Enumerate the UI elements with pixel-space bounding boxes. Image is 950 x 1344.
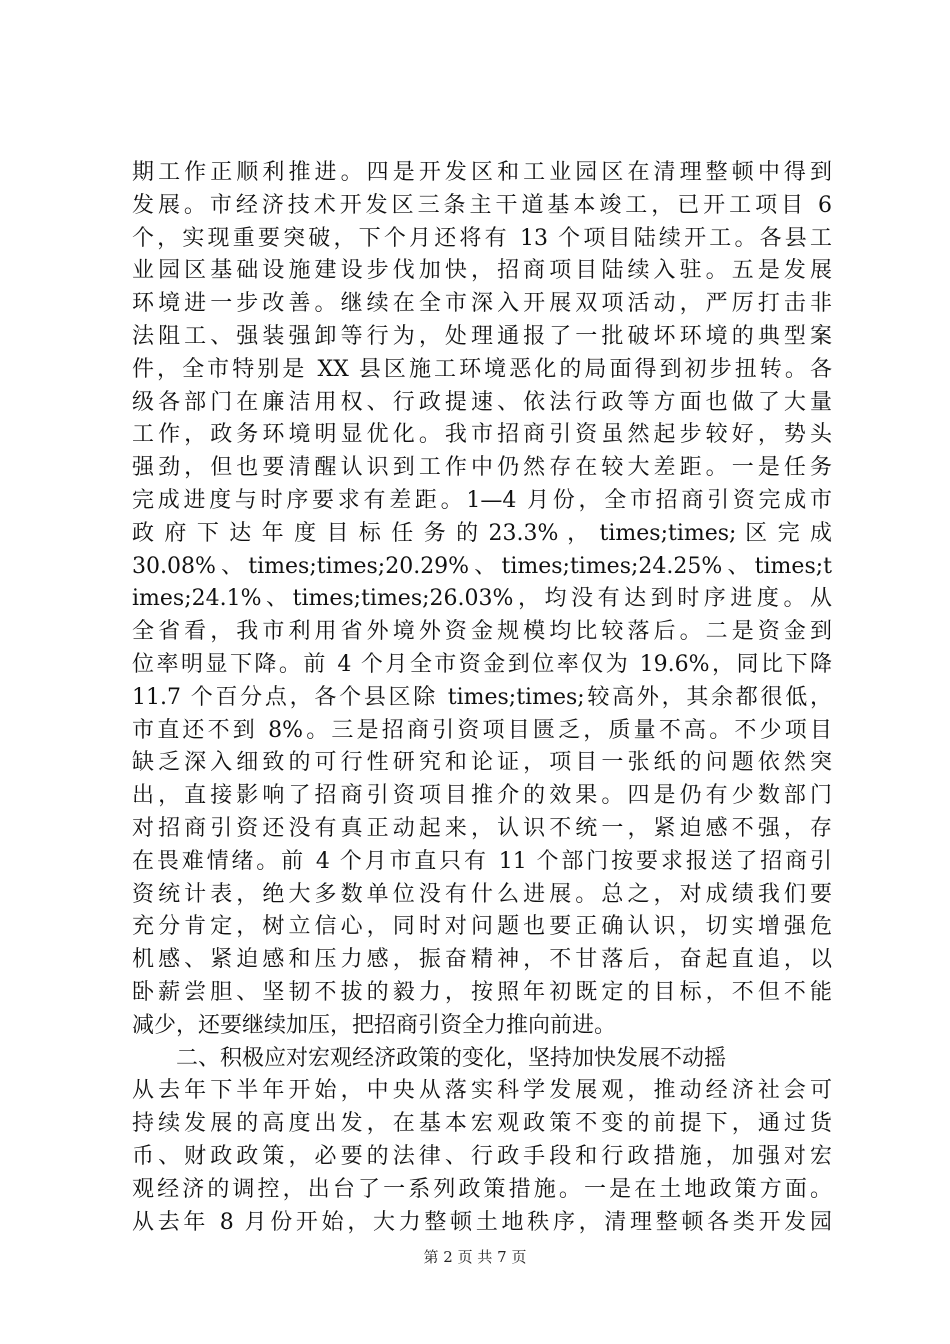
text-line: 完成进度与时序要求有差距。1—4 月份，全市招商引资完成市 bbox=[132, 487, 832, 513]
section-heading: 二、积极应对宏观经济政策的变化，坚持加快发展不动摇 bbox=[176, 1045, 727, 1071]
text-line: 发展。市经济技术开发区三条主干道基本竣工，已开工项目 6 bbox=[132, 192, 832, 218]
text-line: 市直还不到 8%。三是招商引资项目匮乏，质量不高。不少项目 bbox=[132, 717, 832, 743]
text-line: 从去年 8 月份开始，大力整顿土地秩序，清理整顿各类开发园 bbox=[132, 1209, 832, 1235]
text-line: 对招商引资还没有真正动起来，认识不统一，紧迫感不强，存 bbox=[132, 815, 832, 841]
text-line: 级各部门在廉洁用权、行政提速、依法行政等方面也做了大量 bbox=[132, 389, 832, 415]
text-line: 从去年下半年开始，中央从落实科学发展观，推动经济社会可 bbox=[132, 1078, 832, 1104]
text-line: 观经济的调控，出台了一系列政策措施。一是在土地政策方面。 bbox=[132, 1176, 832, 1202]
text-line: 卧薪尝胆、坚韧不拔的毅力，按照年初既定的目标，不但不能 bbox=[132, 979, 832, 1005]
text-line: imes;24.1%、times;times;26.03%，均没有达到时序进度。从 bbox=[132, 586, 832, 612]
text-line: 位率明显下降。前 4 个月全市资金到位率仅为 19.6%，同比下降 bbox=[132, 651, 832, 677]
text-line: 在畏难情绪。前 4 个月市直只有 11 个部门按要求报送了招商引 bbox=[132, 848, 832, 874]
text-line: 业园区基础设施建设步伐加快，招商项目陆续入驻。五是发展 bbox=[132, 258, 832, 284]
text-line: 环境进一步改善。继续在全市深入开展双项活动，严厉打击非 bbox=[132, 291, 832, 317]
text-line: 个，实现重要突破，下个月还将有 13 个项目陆续开工。各县工 bbox=[132, 225, 832, 251]
text-line: 法阻工、强装强卸等行为，处理通报了一批破坏环境的典型案 bbox=[132, 323, 832, 349]
text-line: 机感、紧迫感和压力感，振奋精神，不甘落后，奋起直追，以 bbox=[132, 947, 832, 973]
text-line: 全省看，我市利用省外境外资金规模均比较落后。二是资金到 bbox=[132, 619, 832, 645]
text-line: 11.7 个百分点，各个县区除 times;times;较高外，其余都很低， bbox=[132, 684, 832, 710]
text-line: 缺乏深入细致的可行性研究和论证，项目一张纸的问题依然突 bbox=[132, 750, 832, 776]
text-line: 件，全市特别是 XX 县区施工环境恶化的局面得到初步扭转。各 bbox=[132, 356, 832, 382]
text-line: 币、财政政策，必要的法律、行政手段和行政措施，加强对宏 bbox=[132, 1143, 832, 1169]
text-line: 充分肯定，树立信心，同时对问题也要正确认识，切实增强危 bbox=[132, 914, 832, 940]
text-line: 出，直接影响了招商引资项目推介的效果。四是仍有少数部门 bbox=[132, 783, 832, 809]
document-body bbox=[132, 157, 832, 1239]
text-line: 工作，政务环境明显优化。我市招商引资虽然起步较好，势头 bbox=[132, 422, 832, 448]
text-line: 政 府 下 达 年 度 目 标 任 务 的 23.3% ， times;times; 区 完 成 bbox=[132, 520, 832, 546]
text-line: 持续发展的高度出发，在基本宏观政策不变的前提下，通过货 bbox=[132, 1111, 832, 1137]
page-number-footer: 第 2 页 共 7 页 bbox=[423, 1248, 527, 1266]
text-line: 期工作正顺利推进。四是开发区和工业园区在清理整顿中得到 bbox=[132, 160, 832, 185]
text-line: 强劲，但也要清醒认识到工作中仍然存在较大差距。一是任务 bbox=[132, 455, 832, 481]
text-line: 30.08%、times;times;20.29%、times;times;24.25%、times;t bbox=[132, 553, 832, 579]
text-line: 资统计表，绝大多数单位没有什么进展。总之，对成绩我们要 bbox=[132, 881, 832, 907]
text-line: 减少，还要继续加压，把招商引资全力推向前进。 bbox=[132, 1012, 617, 1038]
